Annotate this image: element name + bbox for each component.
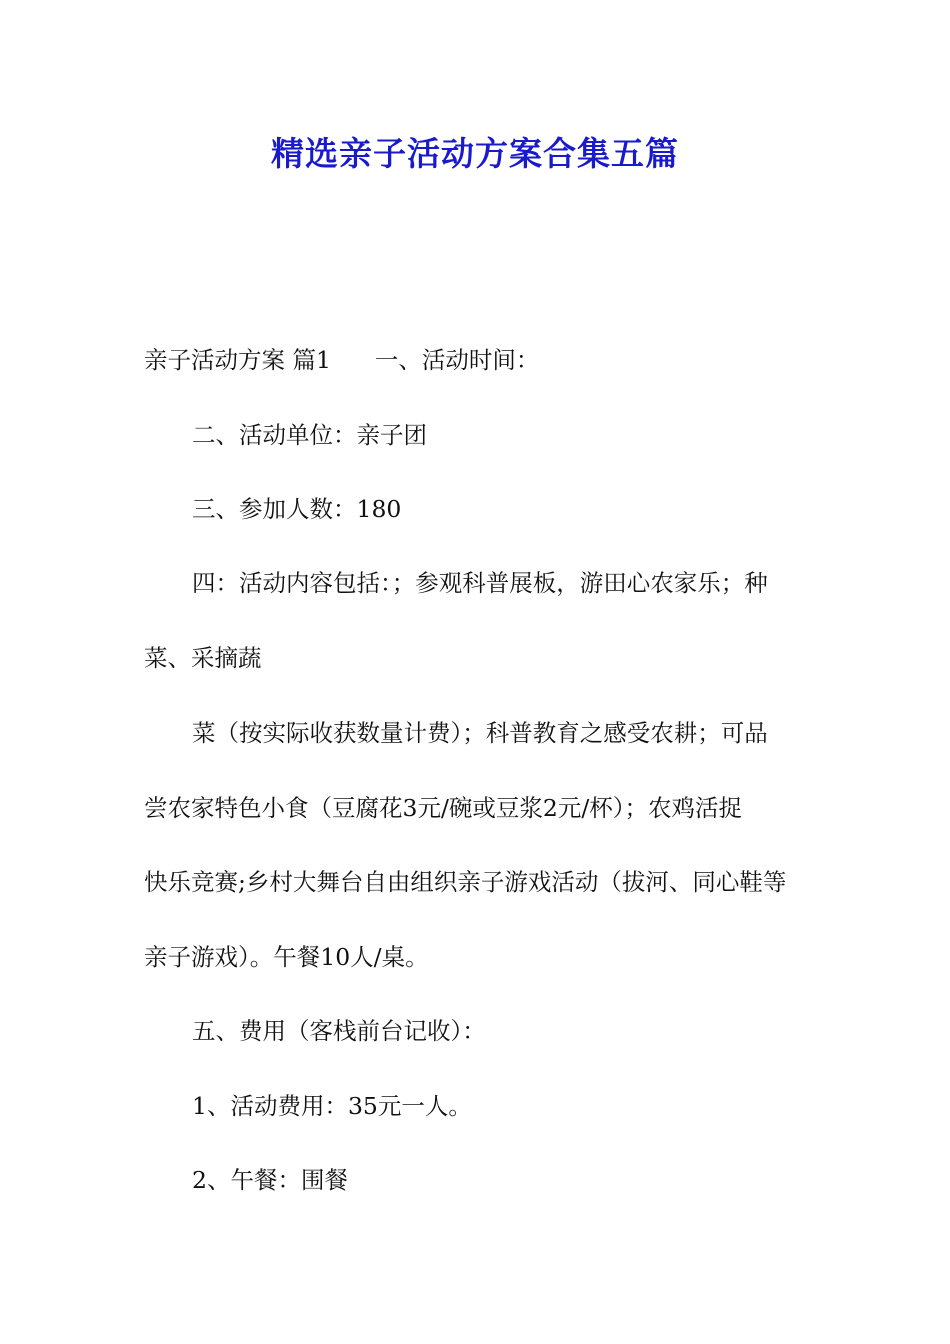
activity-content-line: 菜（按实际收获数量计费）；科普教育之感受农耕；可品: [192, 719, 768, 747]
activity-content-line: 尝农家特色小食（豆腐花3元/碗或豆浆2元/杯）；农鸡活捉: [144, 794, 742, 822]
activity-time-line: 一、活动时间：: [374, 346, 540, 374]
activity-content-line: 菜、采摘蔬: [144, 644, 262, 672]
document-title: 精选亲子活动方案合集五篇: [271, 134, 679, 173]
fee-heading-line: 五、费用（客栈前台记收）：: [192, 1017, 486, 1045]
activity-content-line: 四：活动内容包括：；参观科普展板，游田心农家乐；种: [192, 569, 768, 597]
activity-unit-line: 二、活动单位：亲子团: [192, 421, 427, 449]
lunch-line: 2、午餐：围餐: [192, 1166, 348, 1194]
activity-fee-line: 1、活动费用：35元一人。: [192, 1092, 472, 1120]
activity-content-line: 快乐竞赛;乡村大舞台自由组织亲子游戏活动（拔河、同心鞋等: [144, 868, 787, 896]
paragraph-line: [144, 340, 810, 380]
activity-content-line: 亲子游戏）。午餐10人/桌。: [144, 943, 429, 971]
participant-count-line: 三、参加人数：180: [192, 495, 402, 523]
section-heading: 亲子活动方案 篇1: [144, 346, 331, 374]
